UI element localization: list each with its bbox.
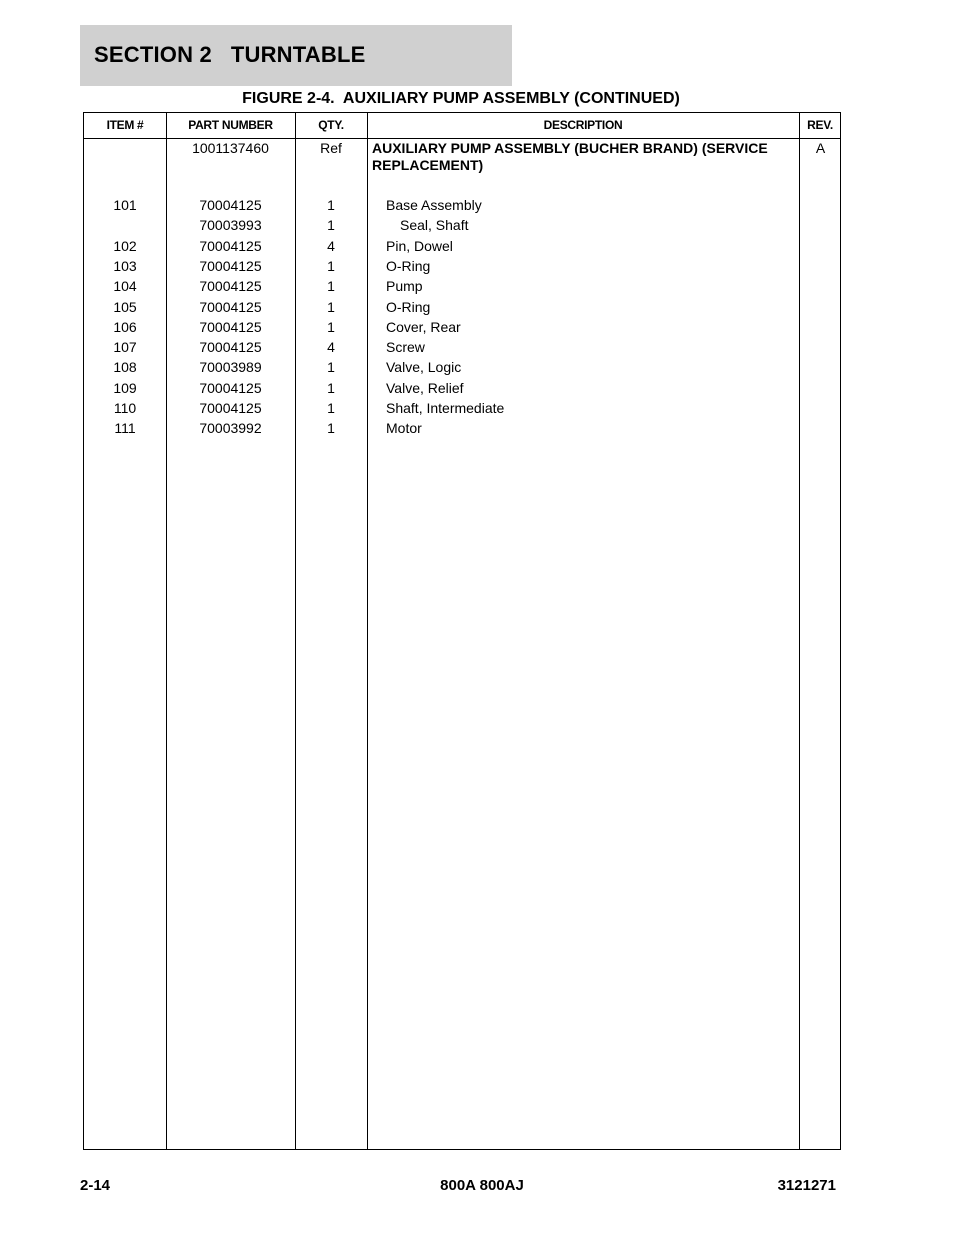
- row-description: O-Ring: [386, 298, 431, 315]
- footer-doc-number: 3121271: [777, 1177, 836, 1194]
- row-item-number: 106: [113, 318, 137, 335]
- parts-table: [83, 112, 841, 1150]
- row-qty: 4: [327, 339, 335, 356]
- assembly-qty: Ref: [320, 140, 342, 156]
- footer-page-number: 2-14: [80, 1177, 111, 1194]
- row-qty: 1: [327, 318, 335, 335]
- row-item-number: 102: [113, 237, 137, 254]
- row-part-number: 70003992: [199, 420, 262, 437]
- figure-title: FIGURE 2-4. AUXILIARY PUMP ASSEMBLY (CONTINUED): [242, 90, 680, 107]
- row-qty: 4: [327, 237, 335, 254]
- assembly-rev: A: [815, 140, 826, 156]
- row-item-number: 109: [113, 379, 137, 396]
- row-qty: 1: [327, 197, 335, 213]
- column-divider: [799, 113, 800, 1149]
- row-part-number: 70004125: [199, 278, 262, 295]
- row-part-number: 70004125: [199, 318, 262, 335]
- row-qty: 1: [327, 400, 335, 416]
- row-item-number: 107: [113, 339, 137, 356]
- assembly-part-number: 1001137460: [192, 140, 269, 156]
- header-description: DESCRIPTION: [543, 118, 623, 132]
- row-part-number: 70004125: [199, 400, 262, 416]
- row-description: Motor: [386, 420, 422, 437]
- row-qty: 1: [327, 217, 335, 234]
- row-part-number: 70004125: [199, 379, 262, 396]
- row-qty: 1: [327, 420, 335, 437]
- header-qty: QTY.: [318, 118, 344, 132]
- row-part-number: 70004125: [199, 237, 262, 254]
- header-rev: REV.: [807, 118, 833, 132]
- row-description: Base Assembly: [386, 197, 482, 213]
- row-item-number: 111: [114, 420, 136, 437]
- row-description: Seal, Shaft: [400, 217, 469, 234]
- row-item-number: 105: [113, 298, 137, 315]
- footer-model: 800A 800AJ: [440, 1177, 524, 1194]
- row-item-number: 104: [113, 278, 137, 295]
- row-qty: 1: [327, 278, 335, 295]
- row-description: Valve, Logic: [386, 359, 462, 376]
- row-item-number: 101: [113, 197, 137, 213]
- section-title: SECTION 2 TURNTABLE: [94, 42, 366, 67]
- row-part-number: 70003989: [199, 359, 262, 376]
- row-item-number: 108: [113, 359, 137, 376]
- row-part-number: 70004125: [199, 197, 262, 213]
- assembly-description: AUXILIARY PUMP ASSEMBLY (BUCHER BRAND) (SERVICE REPLACEMENT): [372, 140, 768, 173]
- row-part-number: 70003993: [199, 217, 262, 234]
- row-qty: 1: [327, 359, 335, 376]
- row-qty: 1: [327, 298, 335, 315]
- row-description: Cover, Rear: [386, 318, 461, 335]
- row-description: Valve, Relief: [386, 379, 464, 396]
- column-divider: [367, 113, 368, 1149]
- row-item-number: 110: [113, 400, 137, 416]
- row-part-number: 70004125: [199, 257, 262, 274]
- row-part-number: 70004125: [199, 339, 262, 356]
- row-qty: 1: [327, 379, 335, 396]
- row-description: Pin, Dowel: [386, 237, 453, 254]
- row-item-number: 103: [113, 257, 137, 274]
- row-description: Screw: [386, 339, 425, 356]
- row-description: Pump: [386, 278, 423, 295]
- header-part-number: PART NUMBER: [188, 118, 273, 132]
- row-qty: 1: [327, 257, 335, 274]
- header-divider: [84, 138, 840, 139]
- section-header: [80, 25, 512, 86]
- row-description: O-Ring: [386, 257, 431, 274]
- header-item: ITEM #: [106, 118, 144, 132]
- row-description: Shaft, Intermediate: [386, 400, 505, 416]
- row-part-number: 70004125: [199, 298, 262, 315]
